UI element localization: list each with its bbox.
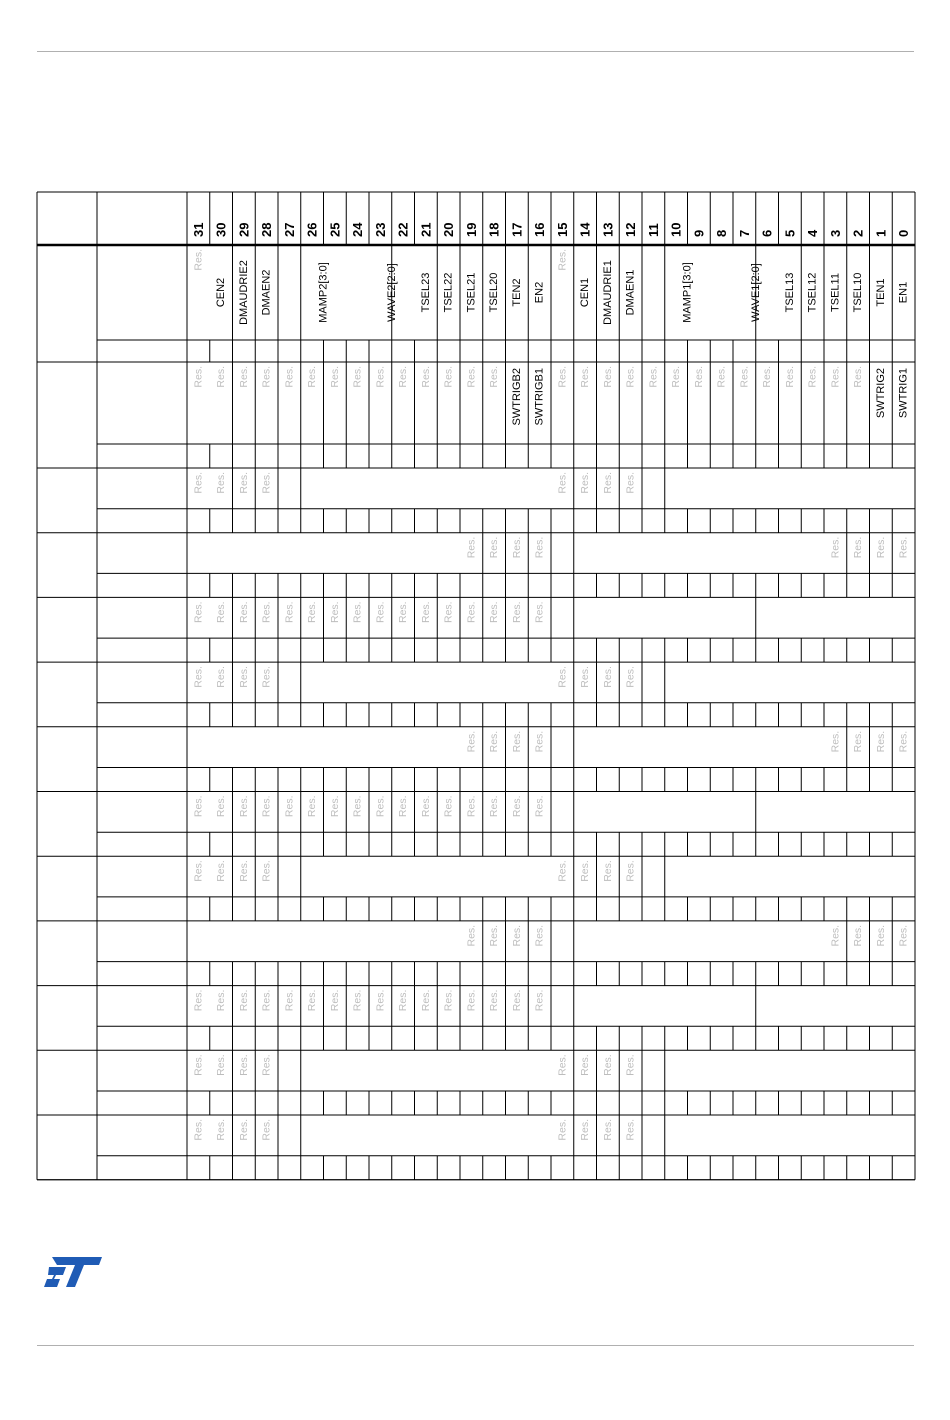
field-label: DMAUDRIE2 <box>237 260 250 325</box>
bit-number-25: 25 <box>327 222 343 237</box>
reserved-bit-label: Res. <box>579 472 592 494</box>
reserved-bit-label: Res. <box>738 366 751 388</box>
bit-number-27: 27 <box>281 222 297 237</box>
reserved-bit-label: Res. <box>624 860 637 882</box>
bit-number-22: 22 <box>395 222 411 237</box>
st-logo-icon <box>44 1257 102 1287</box>
reserved-bit-label: Res. <box>533 795 546 818</box>
reserved-bit-label: Res. <box>215 795 228 818</box>
reserved-bit-label: Res. <box>852 730 865 753</box>
reserved-bit-label: Res. <box>260 989 273 1012</box>
reserved-bit-label: Res. <box>533 536 546 559</box>
reserved-bit-label: Res. <box>351 795 364 818</box>
reserved-bit-label: Res. <box>510 730 523 753</box>
reserved-bit-label: Res. <box>260 1119 273 1141</box>
reserved-bit-label: Res. <box>510 989 523 1012</box>
reserved-bit-label: Res. <box>601 366 614 388</box>
field-label: SWTRIGB2 <box>510 368 523 426</box>
reserved-bit-label: Res. <box>237 1119 250 1141</box>
bit-number-11: 11 <box>645 223 661 237</box>
reserved-bit-label: Res. <box>556 666 569 688</box>
reserved-bit-label: Res. <box>442 795 455 818</box>
reserved-bit-label: Res. <box>215 1119 228 1141</box>
reserved-bit-label: Res. <box>192 989 205 1012</box>
reserved-bit-label: Res. <box>419 795 432 818</box>
bit-number-17: 17 <box>509 222 525 237</box>
reserved-bit-label: Res. <box>237 366 250 388</box>
field-label: WAVE2[2:0] <box>385 263 398 322</box>
reserved-bit-label: Res. <box>283 601 296 623</box>
reserved-bit-label: Res. <box>306 989 319 1012</box>
field-label: WAVE1[2:0] <box>749 263 762 322</box>
reserved-bit-label: Res. <box>806 366 819 388</box>
bit-number-24: 24 <box>350 222 366 237</box>
reserved-bit-label: Res. <box>510 601 523 623</box>
reserved-bit-label: Res. <box>601 666 614 688</box>
reserved-bit-label: Res. <box>306 366 319 388</box>
reserved-bit-label: Res. <box>283 989 296 1012</box>
bit-number-4: 4 <box>805 229 821 237</box>
reserved-bit-label: Res. <box>874 730 887 753</box>
reserved-bit-label: Res. <box>556 472 569 494</box>
field-label: SWTRIG1 <box>897 368 910 419</box>
reserved-bit-label: Res. <box>192 1054 205 1076</box>
reserved-bit-label: Res. <box>374 366 387 388</box>
reserved-bit-label: Res. <box>283 366 296 388</box>
bit-number-18: 18 <box>486 222 502 237</box>
reserved-bit-label: Res. <box>556 366 569 388</box>
bit-number-1: 1 <box>873 229 889 237</box>
reserved-bit-label: Res. <box>579 1119 592 1141</box>
reserved-bit-label: Res. <box>215 601 228 623</box>
bit-number-26: 26 <box>304 222 320 237</box>
bit-number-12: 12 <box>623 222 639 237</box>
reserved-bit-label: Res. <box>556 860 569 882</box>
reserved-bit-label: Res. <box>215 860 228 882</box>
bit-number-16: 16 <box>532 222 548 237</box>
reserved-bit-label: Res. <box>260 860 273 882</box>
reserved-bit-label: Res. <box>852 366 865 388</box>
reserved-bit-label: Res. <box>419 601 432 623</box>
reserved-bit-label: Res. <box>397 795 410 818</box>
reserved-bit-label: Res. <box>601 1119 614 1141</box>
field-label: EN2 <box>533 281 546 304</box>
field-label: TSEL20 <box>488 272 501 313</box>
reserved-bit-label: Res. <box>715 366 728 388</box>
bit-number-20: 20 <box>441 222 457 237</box>
reserved-bit-label: Res. <box>237 795 250 818</box>
reserved-bit-label: Res. <box>374 601 387 623</box>
field-label: TSEL22 <box>442 272 455 313</box>
field-label: DMAUDRIE1 <box>601 260 614 325</box>
bit-number-23: 23 <box>372 222 388 237</box>
reserved-bit-label: Res. <box>306 601 319 623</box>
reserved-bit-label: Res. <box>215 1054 228 1076</box>
bit-number-31: 31 <box>190 222 206 237</box>
field-label: TSEL10 <box>852 272 865 313</box>
reserved-bit-label: Res. <box>488 601 501 623</box>
reserved-bit-label: Res. <box>192 472 205 494</box>
field-label: DMAEN1 <box>624 269 637 316</box>
reserved-bit-label: Res. <box>328 795 341 818</box>
bit-number-14: 14 <box>577 222 593 237</box>
reserved-bit-label: Res. <box>192 1119 205 1141</box>
bit-number-2: 2 <box>850 229 866 237</box>
reserved-bit-label: Res. <box>852 536 865 559</box>
reserved-bit-label: Res. <box>783 366 796 388</box>
reserved-bit-label: Res. <box>624 472 637 494</box>
reserved-bit-label: Res. <box>488 730 501 753</box>
reserved-bit-label: Res. <box>510 795 523 818</box>
reserved-bit-label: Res. <box>215 989 228 1012</box>
field-label: CEN2 <box>215 277 228 308</box>
reserved-bit-label: Res. <box>601 860 614 882</box>
bit-number-15: 15 <box>554 222 570 237</box>
reserved-bit-label: Res. <box>351 601 364 623</box>
reserved-bit-label: Res. <box>374 795 387 818</box>
field-label: TEN2 <box>510 278 523 307</box>
reserved-bit-label: Res. <box>397 601 410 623</box>
reserved-bit-label: Res. <box>237 1054 250 1076</box>
reserved-bit-label: Res. <box>215 366 228 388</box>
reserved-bit-label: Res. <box>442 601 455 623</box>
reserved-bit-label: Res. <box>624 1054 637 1076</box>
reserved-bit-label: Res. <box>237 472 250 494</box>
reserved-bit-label: Res. <box>442 989 455 1012</box>
bit-number-0: 0 <box>896 229 912 237</box>
reserved-bit-label: Res. <box>465 989 478 1012</box>
reserved-bit-label: Res. <box>488 924 501 947</box>
reserved-bit-label: Res. <box>601 472 614 494</box>
bit-number-30: 30 <box>213 222 229 237</box>
reserved-bit-label: Res. <box>328 601 341 623</box>
reserved-bit-label: Res. <box>601 1054 614 1076</box>
reserved-bit-label: Res. <box>488 989 501 1012</box>
reserved-bit-label: Res. <box>579 1054 592 1076</box>
reserved-bit-label: Res. <box>624 666 637 688</box>
bit-number-19: 19 <box>463 222 479 237</box>
reserved-bit-label: Res. <box>328 989 341 1012</box>
bit-number-7: 7 <box>736 229 752 237</box>
reserved-bit-label: Res. <box>397 366 410 388</box>
reserved-bit-label: Res. <box>465 795 478 818</box>
reserved-bit-label: Res. <box>533 924 546 947</box>
reserved-bit-label: Res. <box>283 795 296 818</box>
field-label: EN1 <box>897 281 910 304</box>
bit-number-6: 6 <box>759 229 775 237</box>
reserved-bit-label: Res. <box>624 1119 637 1141</box>
reserved-bit-label: Res. <box>260 666 273 688</box>
reserved-bit-label: Res. <box>237 601 250 623</box>
reserved-bit-label: Res. <box>488 536 501 559</box>
reserved-bit-label: Res. <box>215 666 228 688</box>
reserved-bit-label: Res. <box>829 924 842 947</box>
reserved-bit-label: Res. <box>260 795 273 818</box>
reserved-bit-label: Res. <box>328 366 341 388</box>
reserved-bit-label: Res. <box>192 860 205 882</box>
reserved-bit-label: Res. <box>510 924 523 947</box>
reserved-bit-label: Res. <box>237 666 250 688</box>
reserved-bit-label: Res. <box>442 366 455 388</box>
reserved-bit-label: Res. <box>829 730 842 753</box>
reserved-bit-label: Res. <box>192 601 205 623</box>
reserved-bit-label: Res. <box>215 472 228 494</box>
reserved-bit-label: Res. <box>897 536 910 559</box>
bit-number-28: 28 <box>259 222 275 237</box>
reserved-bit-label: Res. <box>852 924 865 947</box>
field-label: TSEL23 <box>419 272 432 313</box>
field-label: SWTRIG2 <box>874 368 887 419</box>
reserved-bit-label: Res. <box>351 366 364 388</box>
reserved-bit-label: Res. <box>556 1054 569 1076</box>
reserved-bit-label: Res. <box>260 1054 273 1076</box>
reserved-bit-label: Res. <box>465 366 478 388</box>
bit-number-3: 3 <box>827 229 843 237</box>
bit-number-10: 10 <box>668 222 684 237</box>
reserved-bit-label: Res. <box>556 249 569 271</box>
field-label: MAMP1[3:0] <box>681 262 694 323</box>
reserved-bit-label: Res. <box>579 366 592 388</box>
reserved-bit-label: Res. <box>624 366 637 388</box>
reserved-bit-label: Res. <box>533 989 546 1012</box>
reserved-bit-label: Res. <box>579 860 592 882</box>
reserved-bit-label: Res. <box>465 730 478 753</box>
reserved-bit-label: Res. <box>397 989 410 1012</box>
reserved-bit-label: Res. <box>192 666 205 688</box>
reserved-bit-label: Res. <box>488 366 501 388</box>
reserved-bit-label: Res. <box>897 924 910 947</box>
field-label: TSEL12 <box>806 272 819 313</box>
reserved-bit-label: Res. <box>510 536 523 559</box>
reserved-bit-label: Res. <box>306 795 319 818</box>
field-label: MAMP2[3:0] <box>317 262 330 323</box>
reserved-bit-label: Res. <box>192 249 205 271</box>
reserved-bit-label: Res. <box>874 536 887 559</box>
field-label: CEN1 <box>579 277 592 308</box>
reserved-bit-label: Res. <box>579 666 592 688</box>
reserved-bit-label: Res. <box>419 989 432 1012</box>
reserved-bit-label: Res. <box>533 601 546 623</box>
bit-number-9: 9 <box>691 229 707 237</box>
bit-number-8: 8 <box>714 229 730 237</box>
reserved-bit-label: Res. <box>533 730 546 753</box>
reserved-bit-label: Res. <box>374 989 387 1012</box>
reserved-bit-label: Res. <box>488 795 501 818</box>
reserved-bit-label: Res. <box>829 366 842 388</box>
reserved-bit-label: Res. <box>237 989 250 1012</box>
reserved-bit-label: Res. <box>260 601 273 623</box>
bit-number-5: 5 <box>782 229 798 237</box>
field-label: TEN1 <box>874 278 887 307</box>
field-label: TSEL13 <box>783 272 796 313</box>
reserved-bit-label: Res. <box>192 366 205 388</box>
bit-number-21: 21 <box>418 222 434 237</box>
reserved-bit-label: Res. <box>351 989 364 1012</box>
bit-number-29: 29 <box>236 222 252 237</box>
reserved-bit-label: Res. <box>465 924 478 947</box>
reserved-bit-label: Res. <box>692 366 705 388</box>
reserved-bit-label: Res. <box>829 536 842 559</box>
reserved-bit-label: Res. <box>419 366 432 388</box>
reserved-bit-label: Res. <box>237 860 250 882</box>
reserved-bit-label: Res. <box>647 366 660 388</box>
field-label: SWTRIGB1 <box>533 368 546 426</box>
reserved-bit-label: Res. <box>260 366 273 388</box>
reserved-bit-label: Res. <box>260 472 273 494</box>
field-label: DMAEN2 <box>260 269 273 316</box>
field-label: TSEL11 <box>829 273 842 312</box>
field-label: TSEL21 <box>465 272 478 313</box>
reserved-bit-label: Res. <box>556 1119 569 1141</box>
reserved-bit-label: Res. <box>874 924 887 947</box>
reserved-bit-label: Res. <box>465 536 478 559</box>
reserved-bit-label: Res. <box>670 366 683 388</box>
reserved-bit-label: Res. <box>465 601 478 623</box>
reserved-bit-label: Res. <box>192 795 205 818</box>
bit-number-13: 13 <box>600 222 616 237</box>
reserved-bit-label: Res. <box>897 730 910 753</box>
reserved-bit-label: Res. <box>761 366 774 388</box>
